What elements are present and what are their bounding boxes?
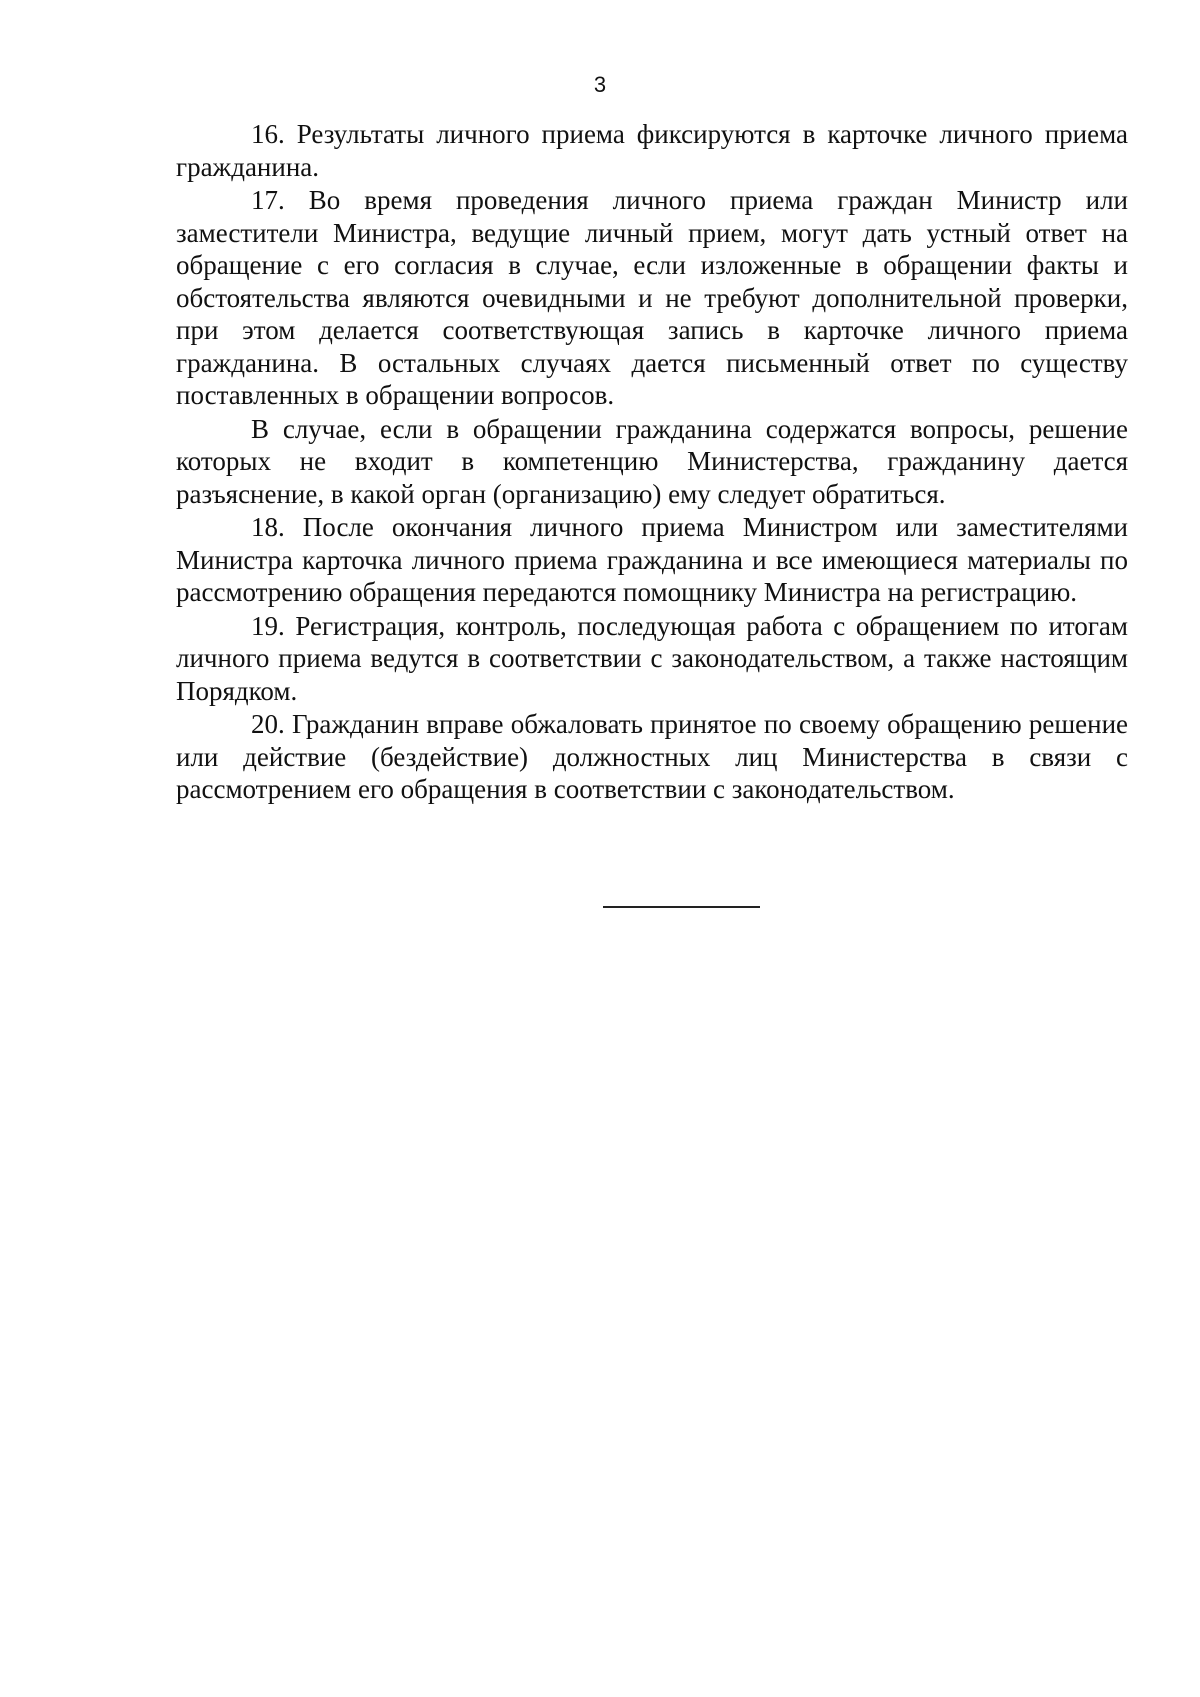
page-number: 3 (593, 72, 607, 97)
end-of-document-rule (603, 906, 760, 908)
paragraph-17-continuation: В случае, если в обращении гражданина содержатся вопросы, решение которых не входит в компетенцию Министерства, гражданину дается разъяснение, в какой орган (организацию) ему следует обратиться. (176, 413, 1128, 509)
paragraph-20: 20. Гражданин вправе обжаловать принятое по своему обращению решение или действие (бездействие) должностных лиц Министерства в связи с рассмотрением его обращения в соответствии с законодательством. (176, 709, 1128, 804)
paragraph-18: 18. После окончания личного приема Министром или заместителями Министра карточка личного приема гражданина и все имеющиеся материалы по рассмотрению обращения передаются помощнику Министра на регистрацию. (176, 512, 1128, 607)
document-body (176, 118, 1128, 806)
paragraph-16: 16. Результаты личного приема фиксируются в карточке личного приема гражданина. (176, 119, 1128, 182)
paragraph-19: 19. Регистрация, контроль, последующая работа с обращением по итогам личного приема ведутся в соответствии с законодательством, а также настоящим Порядком. (176, 610, 1128, 706)
paragraph-17: 17. Во время проведения личного приема граждан Министр или заместители Министра, ведущие личный прием, могут дать устный ответ на обращение с его согласия в случае, если изложенные в обращении факты и обстоятельства являются очевидными и не требуют дополнительной проверки, при этом делается соответствующая запись в карточке личного приема гражданина. В остальных случаях дается письменный ответ по существу поставленных в обращении вопросов. (176, 185, 1128, 410)
